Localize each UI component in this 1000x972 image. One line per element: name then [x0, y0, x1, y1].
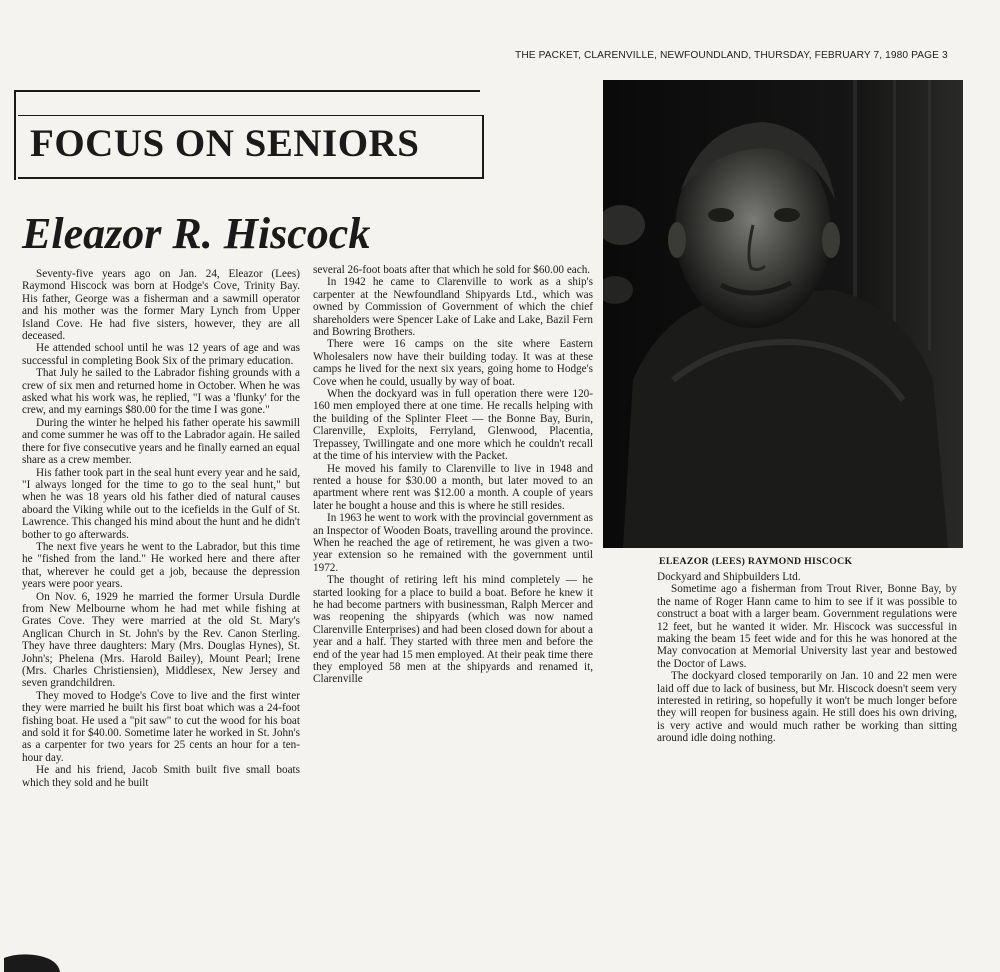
column1-paragraph: They moved to Hodge's Cove to live and the first winter they were married he built his first boat which was a 24-foot fishing boat. He used a "pit saw" to cut the wood for his boat and sold it for $40.00. Sometime later he worked in St. John's as a carpenter for two years for 25 cents an hour for a ten-hour day. — [22, 689, 300, 764]
section-title: FOCUS ON SENIORS — [30, 122, 420, 165]
article-headline: Eleazor R. Hiscock — [22, 209, 371, 258]
column1-paragraph: Seventy-five years ago on Jan. 24, Eleazor (Lees) Raymond Hiscock was born at Hodge's Cove, Trinity Bay. His father, George was a fisherman and a sawmill operator and his mother was the former Mary Lynch from Upper Island Cove. He had five sisters, however, they are all deceased. — [22, 268, 300, 343]
column1-paragraph: On Nov. 6, 1929 he married the former Ursula Durdle from New Melbourne whom he had met while fishing at Grates Cove. They were married at the old St. Mary's Anglican Church in St. John's by the Rev. Canon Sterling. They have three daughters: Mary (Mrs. Douglas Hynes), St. John's; Phelena (Mrs. Harold Bailey), Mount Pearl; Irene (Mrs. Charles Christiensien), Middlesex, New Jersey and seven grandchildren. — [22, 590, 300, 690]
column3-paragraph: The dockyard closed temporarily on Jan. 10 and 22 men were laid off due to lack of business, but Mr. Hiscock doesn't seem very interested in retiring, so hopefully it won't be much longer before they will reopen for business again. He still does his own driving, is very active and would much rather be working than sitting around idle doing nothing. — [657, 670, 957, 745]
column2-paragraph: In 1963 he went to work with the provincial government as an Inspector of Wooden Boats, travelling around the province. When he reached the age of retirement, he was given a two-year extension so he remained with the government until 1972. — [313, 512, 593, 574]
column2-paragraph: There were 16 camps on the site where Eastern Wholesalers now have their building today. It was at these camps he lived for the next six years, going home to Hodge's Cove when he could, usually by way of boat. — [313, 338, 593, 388]
column2-paragraph: When the dockyard was in full operation there were 120-160 men employed there at one time. He recalls helping with the building of the Splinter Fleet — the Bonne Bay, Burin, Clarenville, Exploits, Ferryland, Glenwood, Placentia, Trepassey, Twillingate and one more which he couldn't recall at the time of his interview with the Packet. — [313, 388, 593, 463]
column1-paragraph: During the winter he helped his father operate his sawmill and come summer he was off to the Labrador again. He sailed there for five consecutive years and he finally earned an equal share as a crew member. — [22, 416, 300, 467]
column2-paragraph: In 1942 he came to Clarenville to work as a ship's carpenter at the Newfoundland Shipyards Ltd., which was owned by Commission of Government of which the chief shareholders were Spencer Lake of Lake and Lake, Bazil Fern and Bowring Brothers. — [313, 276, 593, 339]
column3-paragraph: Sometime ago a fisherman from Trout River, Bonne Bay, by the name of Roger Hann came to him to see if it was possible to construct a boat with a larger beam. Government regulations were 12 feet, but he wanted it wider. Mr. Hiscock was successful in making the beam 15 feet wide and for this he was honored at the May convocation at Memorial University last year and bestowed the Doctor of Laws. — [657, 583, 957, 670]
photo-caption: ELEAZOR (LEES) RAYMOND HISCOCK — [659, 556, 853, 567]
article-column-2 — [313, 264, 593, 686]
column2-paragraph: He moved his family to Clarenville to live in 1948 and rented a house for $30.00 a month, but later moved to an apartment where rent was $12.00 a month. A couple of years later he bought a house and this is where he still resides. — [313, 462, 593, 512]
bottom-edge-ink — [0, 952, 1000, 972]
column1-paragraph: The next five years he went to the Labrador, but this time he "fished from the land." He worked here and there after that, wherever he could get a job, because the depression years were poor years. — [22, 540, 300, 591]
article-column-1 — [22, 268, 300, 789]
column3-paragraph: Dockyard and Shipbuilders Ltd. — [657, 571, 801, 583]
masthead-line: THE PACKET, CLARENVILLE, NEWFOUNDLAND, THURSDAY, FEBRUARY 7, 1980 PAGE 3 — [515, 50, 948, 61]
column1-paragraph: That July he sailed to the Labrador fishing grounds with a crew of six men and returned home in October. When he was asked what his work was, he replied, "I was a 'flunky' for the crew, and my earnings $80.00 for the time I was gone." — [22, 367, 300, 417]
column1-paragraph: He and his friend, Jacob Smith built five small boats which they sold and he built — [22, 764, 300, 789]
column1-paragraph: He attended school until he was 12 years of age and was successful in completing Book Six of the primary education. — [22, 342, 300, 367]
column2-paragraph: several 26-foot boats after that which he sold for $60.00 each. — [313, 264, 591, 276]
portrait-illustration — [603, 80, 963, 548]
article-column-3 — [657, 571, 957, 745]
column1-paragraph: His father took part in the seal hunt every year and he said, "I always longed for the time to go to the seal hunt," but when he was 18 years old his father died of natural causes aboard the Viking while out to the icefields in the Gulf of St. Lawrence. This changed his mind about the hunt and he didn't bother to go afterwards. — [22, 466, 301, 541]
column2-paragraph: The thought of retiring left his mind completely — he started looking for a place to build a boat. Before he knew it he had become partners with businessman, Ralph Mercer and was reopening the shipyards (which was now named Clarenville Enterprises) and had been closed down for about a year and a half. They started with three men and before the end of the year had 15 men employed. At their peak time there they employed 58 men at the shipyards and renamed it, Clarenville — [313, 574, 593, 686]
portrait-photo — [603, 80, 963, 548]
